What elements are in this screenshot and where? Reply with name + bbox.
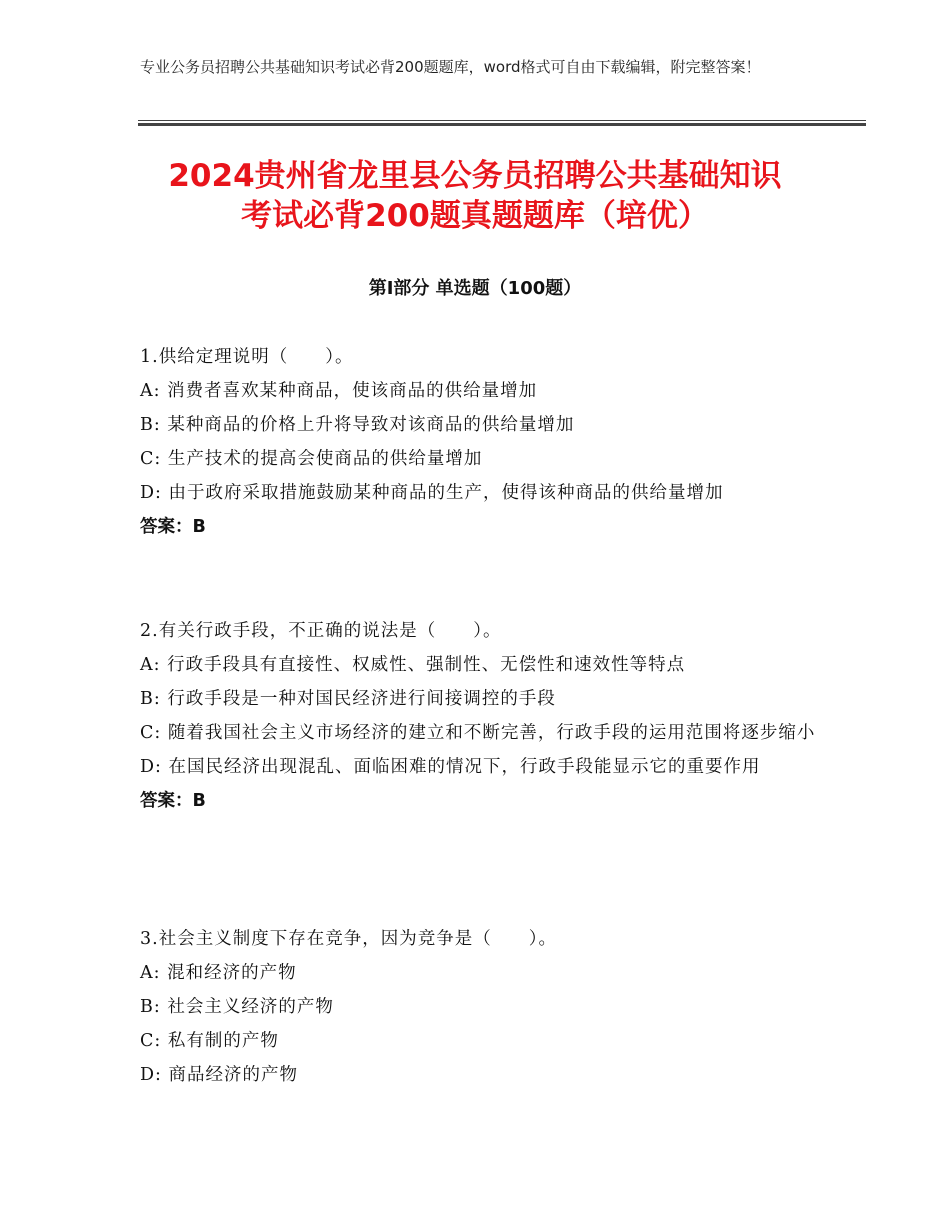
- option-b: B: 行政手段是一种对国民经济进行间接调控的手段: [140, 689, 556, 709]
- header-divider-thick: [138, 123, 866, 126]
- question-1: [140, 340, 820, 544]
- document-title-line-2: 考试必背200题真题题库（培优）: [241, 198, 709, 234]
- document-title: [60, 156, 890, 236]
- question-stem: 2.有关行政手段，不正确的说法是（ ）。: [140, 621, 502, 641]
- answer: 答案：B: [140, 517, 206, 537]
- question-stem: 3.社会主义制度下存在竞争，因为竞争是（ ）。: [140, 929, 557, 949]
- header-divider-thin: [138, 120, 866, 121]
- option-a: A: 消费者喜欢某种商品，使该商品的供给量增加: [140, 381, 538, 401]
- option-c: C: 随着我国社会主义市场经济的建立和不断完善，行政手段的运用范围将逐步缩小: [140, 723, 816, 743]
- answer: 答案：B: [140, 791, 206, 811]
- question-3: [140, 922, 820, 1092]
- option-c: C: 私有制的产物: [140, 1031, 279, 1051]
- option-a: A: 行政手段具有直接性、权威性、强制性、无偿性和速效性等特点: [140, 655, 686, 675]
- option-d: D: 商品经济的产物: [140, 1065, 298, 1085]
- header-note: 专业公务员招聘公共基础知识考试必背200题题库，word格式可自由下载编辑，附完整答案！: [140, 58, 761, 76]
- option-b: B: 某种商品的价格上升将导致对该商品的供给量增加: [140, 415, 575, 435]
- question-stem: 1.供给定理说明（ ）。: [140, 347, 354, 367]
- option-a: A: 混和经济的产物: [140, 963, 297, 983]
- document-title-line-1: 2024贵州省龙里县公务员招聘公共基础知识: [168, 158, 782, 194]
- option-b: B: 社会主义经济的产物: [140, 997, 334, 1017]
- option-c: C: 生产技术的提高会使商品的供给量增加: [140, 449, 483, 469]
- section-title: 第I部分 单选题（100题）: [368, 278, 582, 299]
- option-d: D: 在国民经济出现混乱、面临困难的情况下，行政手段能显示它的重要作用: [140, 757, 761, 777]
- question-2: [140, 614, 820, 818]
- option-d: D: 由于政府采取措施鼓励某种商品的生产，使得该种商品的供给量增加: [140, 483, 724, 503]
